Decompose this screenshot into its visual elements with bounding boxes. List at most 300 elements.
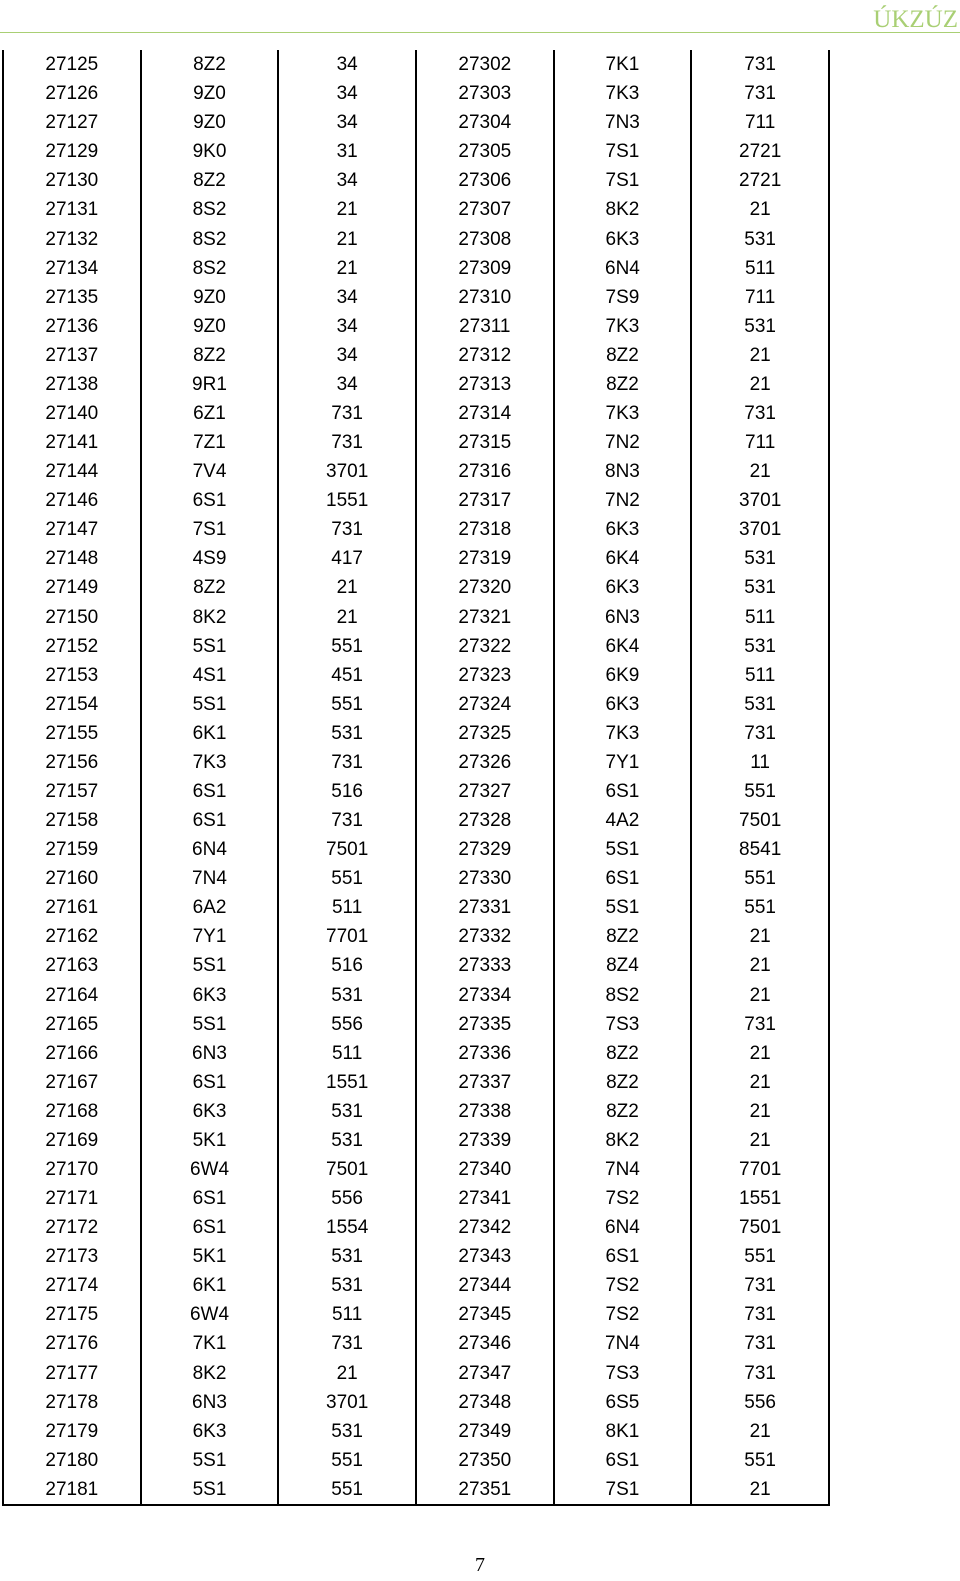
table-cell: 8Z2: [141, 166, 279, 195]
table-cell: 8Z2: [554, 370, 692, 399]
table-cell: 531: [691, 690, 829, 719]
table-row: [3, 922, 829, 951]
table-cell: 34: [278, 370, 416, 399]
table-cell: 34: [278, 108, 416, 137]
table-cell: 731: [278, 748, 416, 777]
table-cell: 6K3: [554, 690, 692, 719]
table-row: [3, 224, 829, 253]
table-row: [3, 166, 829, 195]
table-cell: 27336: [416, 1039, 554, 1068]
table-cell: 27307: [416, 195, 554, 224]
table-cell: 8S2: [141, 195, 279, 224]
table-row: [3, 777, 829, 806]
table-cell: 8Z2: [141, 50, 279, 79]
table-row: [3, 1155, 829, 1184]
table-cell: 6Z1: [141, 399, 279, 428]
table-cell: 27126: [3, 79, 141, 108]
table-cell: 21: [691, 1068, 829, 1097]
table-cell: 27149: [3, 573, 141, 602]
table-cell: 21: [691, 981, 829, 1010]
table-cell: 27311: [416, 312, 554, 341]
table-cell: 27159: [3, 835, 141, 864]
table-cell: 27310: [416, 283, 554, 312]
table-cell: 27345: [416, 1300, 554, 1329]
table-cell: 5S1: [554, 893, 692, 922]
table-cell: 711: [691, 283, 829, 312]
table-cell: 731: [278, 515, 416, 544]
table-cell: 31: [278, 137, 416, 166]
table-cell: 511: [278, 1300, 416, 1329]
table-cell: 7S2: [554, 1184, 692, 1213]
table-cell: 8S2: [141, 254, 279, 283]
table-cell: 731: [278, 806, 416, 835]
table-row: [3, 1300, 829, 1329]
page-number: 7: [475, 1554, 485, 1576]
table-cell: 27147: [3, 515, 141, 544]
table-cell: 551: [278, 632, 416, 661]
table-cell: 27321: [416, 602, 554, 631]
table-cell: 27174: [3, 1271, 141, 1300]
table-cell: 5S1: [141, 690, 279, 719]
table-cell: 27168: [3, 1097, 141, 1126]
table-cell: 27312: [416, 341, 554, 370]
table-row: [3, 893, 829, 922]
table-cell: 27329: [416, 835, 554, 864]
table-cell: 8Z2: [554, 1039, 692, 1068]
table-cell: 27180: [3, 1446, 141, 1475]
table-row: [3, 254, 829, 283]
table-cell: 27132: [3, 224, 141, 253]
table-cell: 5K1: [141, 1242, 279, 1271]
table-cell: 8Z2: [554, 341, 692, 370]
table-cell: 27317: [416, 486, 554, 515]
table-cell: 21: [278, 254, 416, 283]
table-cell: 511: [278, 1039, 416, 1068]
table-row: [3, 544, 829, 573]
table-cell: 27324: [416, 690, 554, 719]
table-cell: 7S2: [554, 1271, 692, 1300]
table-cell: 27179: [3, 1417, 141, 1446]
table-cell: 451: [278, 661, 416, 690]
table-cell: 556: [691, 1388, 829, 1417]
table-row: [3, 1329, 829, 1358]
table-cell: 7N3: [554, 108, 692, 137]
table-cell: 6N4: [141, 835, 279, 864]
table-cell: 21: [691, 195, 829, 224]
table-row: [3, 195, 829, 224]
table-cell: 511: [691, 602, 829, 631]
table-cell: 7K1: [141, 1329, 279, 1358]
table-cell: 5S1: [141, 632, 279, 661]
table-cell: 531: [278, 719, 416, 748]
table-cell: 7N2: [554, 428, 692, 457]
table-cell: 8Z4: [554, 951, 692, 980]
table-cell: 531: [691, 224, 829, 253]
table-cell: 7K3: [554, 719, 692, 748]
table-row: [3, 835, 829, 864]
header-rule: [0, 32, 960, 33]
table-cell: 27333: [416, 951, 554, 980]
table-cell: 21: [278, 195, 416, 224]
table-cell: 551: [691, 1446, 829, 1475]
table-body: [3, 50, 829, 1505]
table-cell: 1554: [278, 1213, 416, 1242]
table-cell: 34: [278, 79, 416, 108]
table-cell: 27346: [416, 1329, 554, 1358]
table-cell: 27313: [416, 370, 554, 399]
table-cell: 3701: [278, 457, 416, 486]
table-cell: 27323: [416, 661, 554, 690]
table-cell: 27175: [3, 1300, 141, 1329]
table-cell: 7K3: [141, 748, 279, 777]
table-cell: 27314: [416, 399, 554, 428]
table-cell: 27181: [3, 1475, 141, 1505]
table-cell: 21: [278, 602, 416, 631]
table-row: [3, 981, 829, 1010]
table-cell: 27130: [3, 166, 141, 195]
table-cell: 27141: [3, 428, 141, 457]
table-cell: 21: [691, 1126, 829, 1155]
table-cell: 7S1: [554, 137, 692, 166]
table-cell: 21: [691, 1039, 829, 1068]
table-cell: 5S1: [141, 1010, 279, 1039]
table-cell: 6K3: [554, 515, 692, 544]
table-cell: 27350: [416, 1446, 554, 1475]
table-cell: 551: [278, 1446, 416, 1475]
table-cell: 8S2: [141, 224, 279, 253]
table-cell: 556: [278, 1184, 416, 1213]
table-cell: 4S1: [141, 661, 279, 690]
table-cell: 27127: [3, 108, 141, 137]
table-cell: 27331: [416, 893, 554, 922]
table-cell: 6K9: [554, 661, 692, 690]
table-cell: 5K1: [141, 1126, 279, 1155]
table-cell: 27347: [416, 1359, 554, 1388]
table-cell: 27351: [416, 1475, 554, 1505]
table-row: [3, 864, 829, 893]
table-cell: 6K3: [141, 1417, 279, 1446]
table-cell: 6S5: [554, 1388, 692, 1417]
table-cell: 551: [691, 893, 829, 922]
table-cell: 27306: [416, 166, 554, 195]
table-cell: 1551: [278, 1068, 416, 1097]
table-cell: 27161: [3, 893, 141, 922]
table-cell: 27146: [3, 486, 141, 515]
table-cell: 7S1: [141, 515, 279, 544]
table-cell: 711: [691, 108, 829, 137]
table-cell: 7N4: [141, 864, 279, 893]
table-cell: 8Z2: [554, 1097, 692, 1126]
table-cell: 27322: [416, 632, 554, 661]
table-cell: 6N3: [141, 1388, 279, 1417]
table-cell: 27335: [416, 1010, 554, 1039]
table-cell: 8541: [691, 835, 829, 864]
table-cell: 27134: [3, 254, 141, 283]
table-cell: 551: [278, 690, 416, 719]
table-cell: 6S1: [554, 777, 692, 806]
table-cell: 6S1: [554, 1446, 692, 1475]
table-cell: 731: [691, 399, 829, 428]
table-cell: 7501: [691, 1213, 829, 1242]
table-cell: 8Z2: [141, 341, 279, 370]
table-cell: 531: [278, 1097, 416, 1126]
table-cell: 27309: [416, 254, 554, 283]
table-row: [3, 690, 829, 719]
table-row: [3, 1242, 829, 1271]
table-cell: 27319: [416, 544, 554, 573]
table-row: [3, 1184, 829, 1213]
table-cell: 9K0: [141, 137, 279, 166]
table-row: [3, 137, 829, 166]
table-cell: 27337: [416, 1068, 554, 1097]
table-row: [3, 632, 829, 661]
table-cell: 27160: [3, 864, 141, 893]
table-cell: 6K3: [141, 1097, 279, 1126]
table-cell: 27162: [3, 922, 141, 951]
table-cell: 27338: [416, 1097, 554, 1126]
table-cell: 7701: [691, 1155, 829, 1184]
table-cell: 21: [278, 573, 416, 602]
table-cell: 3701: [691, 486, 829, 515]
table-cell: 27140: [3, 399, 141, 428]
table-cell: 7Z1: [141, 428, 279, 457]
table-cell: 7N4: [554, 1155, 692, 1184]
table-cell: 27349: [416, 1417, 554, 1446]
table-cell: 731: [691, 1329, 829, 1358]
table-cell: 27150: [3, 602, 141, 631]
table-cell: 7K3: [554, 312, 692, 341]
table-cell: 6K3: [554, 224, 692, 253]
table-cell: 27340: [416, 1155, 554, 1184]
table-row: [3, 79, 829, 108]
table-cell: 34: [278, 166, 416, 195]
table-cell: 417: [278, 544, 416, 573]
table-cell: 7N4: [554, 1329, 692, 1358]
table-cell: 7K3: [554, 399, 692, 428]
table-cell: 6S1: [554, 864, 692, 893]
table-cell: 6N3: [554, 602, 692, 631]
table-cell: 7501: [278, 1155, 416, 1184]
table-cell: 7S3: [554, 1010, 692, 1039]
table-row: [3, 1213, 829, 1242]
table-row: [3, 312, 829, 341]
table-cell: 27304: [416, 108, 554, 137]
table-cell: 21: [691, 1097, 829, 1126]
table-cell: 27171: [3, 1184, 141, 1213]
table-cell: 21: [691, 951, 829, 980]
table-cell: 27305: [416, 137, 554, 166]
table-cell: 9Z0: [141, 79, 279, 108]
table-cell: 731: [691, 1359, 829, 1388]
table-cell: 731: [278, 1329, 416, 1358]
table-cell: 21: [691, 341, 829, 370]
table-cell: 531: [691, 632, 829, 661]
table-row: [3, 341, 829, 370]
table-row: [3, 486, 829, 515]
data-table: [2, 50, 830, 1506]
table-row: [3, 806, 829, 835]
table-cell: 531: [691, 312, 829, 341]
table-cell: 27155: [3, 719, 141, 748]
table-cell: 27167: [3, 1068, 141, 1097]
table-cell: 6A2: [141, 893, 279, 922]
table-cell: 7501: [691, 806, 829, 835]
table-cell: 8K2: [554, 1126, 692, 1155]
table-cell: 27325: [416, 719, 554, 748]
table-cell: 27169: [3, 1126, 141, 1155]
table-cell: 27318: [416, 515, 554, 544]
table-row: [3, 1388, 829, 1417]
table-cell: 731: [691, 79, 829, 108]
table-row: [3, 1475, 829, 1505]
table-row: [3, 748, 829, 777]
table-cell: 511: [691, 254, 829, 283]
table-cell: 551: [691, 1242, 829, 1271]
table-cell: 6S1: [141, 1068, 279, 1097]
table-cell: 731: [691, 1300, 829, 1329]
table-cell: 27156: [3, 748, 141, 777]
table-cell: 7Y1: [141, 922, 279, 951]
table-cell: 6K3: [141, 981, 279, 1010]
table-row: [3, 1359, 829, 1388]
table-cell: 1551: [278, 486, 416, 515]
table-cell: 27328: [416, 806, 554, 835]
table-cell: 551: [278, 1475, 416, 1505]
table-cell: 27308: [416, 224, 554, 253]
table-cell: 511: [691, 661, 829, 690]
table-cell: 516: [278, 951, 416, 980]
table-cell: 5S1: [141, 1446, 279, 1475]
table-cell: 21: [691, 1417, 829, 1446]
table-cell: 27176: [3, 1329, 141, 1358]
table-cell: 6S1: [141, 777, 279, 806]
table-cell: 27138: [3, 370, 141, 399]
table-cell: 731: [691, 719, 829, 748]
table-cell: 9R1: [141, 370, 279, 399]
table-row: [3, 602, 829, 631]
table-cell: 6K1: [141, 1271, 279, 1300]
table-row: [3, 1446, 829, 1475]
table-cell: 27164: [3, 981, 141, 1010]
table-cell: 731: [691, 1271, 829, 1300]
table-row: [3, 283, 829, 312]
table-cell: 27316: [416, 457, 554, 486]
table-cell: 8K2: [554, 195, 692, 224]
header-brand: ÚKZÚZ: [873, 6, 958, 33]
table-cell: 9Z0: [141, 108, 279, 137]
table-cell: 531: [691, 573, 829, 602]
table-cell: 27173: [3, 1242, 141, 1271]
table-row: [3, 457, 829, 486]
table-cell: 6W4: [141, 1300, 279, 1329]
table-cell: 6K4: [554, 632, 692, 661]
table-cell: 7S1: [554, 166, 692, 195]
table-cell: 6S1: [141, 1213, 279, 1242]
table-cell: 27320: [416, 573, 554, 602]
table-cell: 27348: [416, 1388, 554, 1417]
table-row: [3, 50, 829, 79]
table-cell: 1551: [691, 1184, 829, 1213]
table-cell: 711: [691, 428, 829, 457]
table-row: [3, 1010, 829, 1039]
table-row: [3, 399, 829, 428]
table-row: [3, 719, 829, 748]
table-cell: 7S1: [554, 1475, 692, 1505]
table-cell: 27343: [416, 1242, 554, 1271]
table-cell: 34: [278, 341, 416, 370]
table-cell: 5S1: [141, 951, 279, 980]
table-cell: 6N4: [554, 254, 692, 283]
table-cell: 27158: [3, 806, 141, 835]
table-cell: 27153: [3, 661, 141, 690]
table-cell: 27136: [3, 312, 141, 341]
table-cell: 2721: [691, 166, 829, 195]
table-cell: 27327: [416, 777, 554, 806]
table-row: [3, 1271, 829, 1300]
table-row: [3, 1068, 829, 1097]
table-row: [3, 1097, 829, 1126]
table-cell: 531: [278, 1126, 416, 1155]
table-cell: 6K1: [141, 719, 279, 748]
table-cell: 27152: [3, 632, 141, 661]
table-cell: 21: [691, 370, 829, 399]
table-cell: 731: [691, 50, 829, 79]
table-cell: 27341: [416, 1184, 554, 1213]
table-cell: 27170: [3, 1155, 141, 1184]
table-cell: 34: [278, 50, 416, 79]
table-cell: 27326: [416, 748, 554, 777]
table-row: [3, 1126, 829, 1155]
table-cell: 27166: [3, 1039, 141, 1068]
table-cell: 7S3: [554, 1359, 692, 1388]
table-cell: 27303: [416, 79, 554, 108]
table-row: [3, 1039, 829, 1068]
table-cell: 7N2: [554, 486, 692, 515]
table-cell: 9Z0: [141, 312, 279, 341]
table-cell: 27302: [416, 50, 554, 79]
table-cell: 6K3: [554, 573, 692, 602]
table-cell: 4A2: [554, 806, 692, 835]
table-cell: 731: [691, 1010, 829, 1039]
table-cell: 9Z0: [141, 283, 279, 312]
table-cell: 34: [278, 283, 416, 312]
table-cell: 27178: [3, 1388, 141, 1417]
table-cell: 3701: [691, 515, 829, 544]
table-cell: 7K3: [554, 79, 692, 108]
table-cell: 4S9: [141, 544, 279, 573]
table-cell: 27344: [416, 1271, 554, 1300]
table-row: [3, 661, 829, 690]
table-cell: 27330: [416, 864, 554, 893]
table-cell: 27144: [3, 457, 141, 486]
table-cell: 27157: [3, 777, 141, 806]
table-cell: 8K2: [141, 1359, 279, 1388]
table-row: [3, 515, 829, 544]
table-cell: 27334: [416, 981, 554, 1010]
table-cell: 21: [278, 224, 416, 253]
table-cell: 551: [691, 777, 829, 806]
table-cell: 551: [691, 864, 829, 893]
table-cell: 27172: [3, 1213, 141, 1242]
table-cell: 27339: [416, 1126, 554, 1155]
table-cell: 511: [278, 893, 416, 922]
table-row: [3, 1417, 829, 1446]
table-cell: 7K1: [554, 50, 692, 79]
table-cell: 11: [691, 748, 829, 777]
table-cell: 6K4: [554, 544, 692, 573]
table-cell: 7S9: [554, 283, 692, 312]
table-cell: 6N3: [141, 1039, 279, 1068]
